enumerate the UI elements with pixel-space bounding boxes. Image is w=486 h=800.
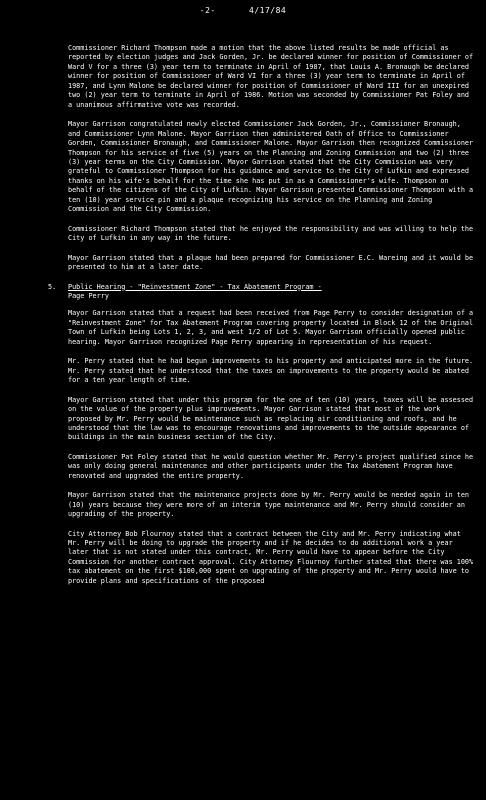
paragraph-garrison-taxes: Mayor Garrison stated that under this program for the one of ten (10) years, taxes will be assessed on the value of the property plus improvements. Mayor Garrison stated that most of the work proposed by Mr. Perry would be maintenance such as replacing air conditioning and roofs, and he understood that the law was to encourage renovations and improvements to the outside appearance of buildings in the main business section of the City. xyxy=(68,395,474,442)
agenda-item-title: Public Hearing - "Reinvestment Zone" - Tax Abatement Program - xyxy=(68,282,322,291)
page-number: -2- xyxy=(199,6,216,15)
agenda-item xyxy=(48,282,476,302)
paragraph-oath: Mayor Garrison congratulated newly elected Commissioner Jack Gorden, Jr., Commissioner Bronaugh, and Commissioner Lynn Malone. Mayor Garrison then administered Oath of Office to Commissioner Gorden, Commissioner Bronaugh, and Commissioner Malone. Mayor Garrison then recognized Commissioner Thompson for his service of five (5) years on the Planning and Zoning Commission and two (2) three (3) year terms on the City Commission. Mayor Garrison stated that the City Commission was very grateful to Commissioner Thompson for his guidance and service to the City of Lufkin and expressed thanks on his wife's behalf for the time she has put in as a Commissioner's wife. Thompson on behalf of the citizens of the City of Lufkin. Mayor Garrison presented Commissioner Thompson with a ten (10) year service pin and a plaque recognizing his service on the Planning and Zoning Commission and the City Commission. xyxy=(68,120,474,214)
paragraph-perry: Mr. Perry stated that he had begun improvements to his property and anticipated more in the future. Mr. Perry stated that he understood that the taxes on improvements to the property would be abated for a ten year length of time. xyxy=(68,357,474,385)
paragraph-flournoy: City Attorney Bob Flournoy stated that a contract between the City and Mr. Perry indicating what Mr. Perry will be doing to upgrade the property and if he decides to do additional work a year later that is not stated under this contract, Mr. Perry would have to appear before the City Commission for another contract approval. City Attorney Flournoy further stated that there was 100% tax abatement on the first $100,000 spent on upgrading of the property and Mr. Perry would have to provide plans and specifications of the proposed xyxy=(68,529,474,585)
paragraph-thompson: Commissioner Richard Thompson stated that he enjoyed the responsibility and was willing to help the City of Lufkin in any way in the future. xyxy=(68,224,474,243)
agenda-item-number: 5. xyxy=(48,282,57,291)
paragraph-foley: Commissioner Pat Foley stated that he would question whether Mr. Perry's project qualified since he was only doing general maintenance and other participants under the Tax Abatement Program have renovated and upgraded the entire property. xyxy=(68,452,474,480)
page-date: 4/17/84 xyxy=(249,6,287,15)
paragraph-garrison-maintenance: Mayor Garrison stated that the maintenance projects done by Mr. Perry would be needed again in ten (10) years because they were more of an interim type maintenance and Mr. Perry should consider an upgrading of the property. xyxy=(68,491,470,519)
page-header xyxy=(0,6,486,15)
paragraph-request: Mayor Garrison stated that a request had been received from Page Perry to consider designation of a "Reinvestment Zone" for Tax Abatement Program covering property located in Block 12 of the Original Town of Lufkin being Lots 1, 2, 3, and west 1/2 of Lot 5. Mayor Garrison officially opened public hearing. Mayor Garrison recognized Page Perry appearing in representation of his request. xyxy=(68,309,474,346)
document-body xyxy=(48,44,476,596)
paragraph-motion: Commissioner Richard Thompson made a motion that the above listed results be made official as reported by election judges and Jack Gorden, Jr. be declared winner for position of Commissioner of Ward V for a three (3) year term to terminate in April of 1987, that Louis A. Bronaugh be declared winner for position of Commissioner of Ward VI for a three (3) year term to terminate in April of 1987, and Lynn Malone be declared winner for position of Commissioner of Ward III for an unexpired two (2) year term to terminate in April of 1986. Motion was seconded by Commissioner Pat Foley and a unanimous affirmative vote was recorded. xyxy=(68,44,474,109)
agenda-item-subtitle: Page Perry xyxy=(68,291,109,300)
paragraph-plaque: Mayor Garrison stated that a plaque had been prepared for Commissioner E.C. Wareing and it would be presented to him at a later date. xyxy=(68,253,474,272)
